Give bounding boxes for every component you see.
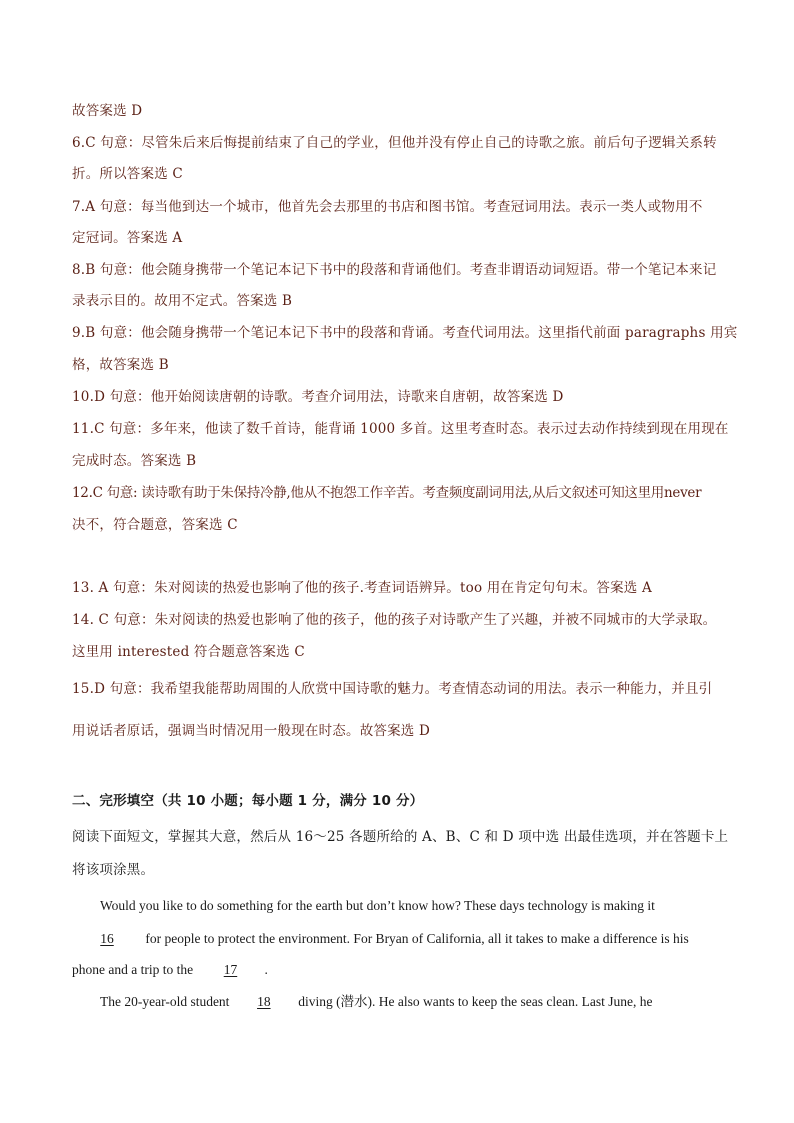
answer-14-line2: 这里用 interested 符合题意答案选 C [72,644,305,660]
answer-14-line1: 14. C 句意：朱对阅读的热爱也影响了他的孩子，他的孩子对诗歌产生了兴趣，并被不同城市的大学录取。 [72,612,717,628]
answer-9-line1: 9.B 句意：他会随身携带一个笔记本记下书中的段落和背诵。考查代词用法。这里指代前面 paragraphs 用宾 [72,325,738,341]
answer-6-line2: 折。所以答案选 C [72,166,183,182]
passage-line2 [72,929,724,949]
passage-line4 [100,992,720,1012]
passage-line3 [72,960,724,980]
answer-7-line2: 定冠词。答案选 A [72,230,183,246]
passage-line2-text: for people to protect the environment. For Bryan of California, all it takes to make a difference is his [142,931,689,946]
answer-15-line2: 用说话者原话，强调当时情况用一般现在时态。故答案选 D [72,723,431,739]
instructions-line2: 将该项涂黑。 [72,862,155,878]
answer-12-line2: 决不，符合题意，答案选 C [72,517,238,533]
blank-17[interactable]: 17 [223,962,238,977]
answer-7-line1: 7.A 句意：每当他到达一个城市，他首先会去那里的书店和图书馆。考查冠词用法。表示一类人或物用不 [72,199,703,215]
answer-9-line2: 格，故答案选 B [72,357,169,373]
answer-10: 10.D 句意：他开始阅读唐朝的诗歌。考查介词用法，诗歌来自唐朝，故答案选 D [72,389,564,405]
answer-11-line1: 11.C 句意：多年来，他读了数千首诗，能背诵 1000 多首。这里考查时态。表示过去动作持续到现在用现在 [72,421,729,437]
section-heading: 二、完形填空（共 10 小题；每小题 1 分，满分 10 分） [72,793,424,809]
answer-11-line2: 完成时态。答案选 B [72,453,197,469]
answer-15-line1: 15.D 句意：我希望我能帮助周围的人欣赏中国诗歌的魅力。考查情态动词的用法。表示一种能力，并且引 [72,681,713,697]
answer-line-prev: 故答案选 D [72,103,143,119]
blank-16[interactable]: 16 [100,931,114,946]
answer-12-line1: 12.C 句意: 读诗歌有助于朱保持冷静,他从不抱怨工作辛苦。考查频度副词用法,从后文叙述可知这里用never [72,485,702,501]
passage-line4-rest: diving (潜水). He also wants to keep the seas clean. Last June, he [294,994,653,1009]
answer-6-line1: 6.C 句意：尽管朱后来后悔提前结束了自己的学业，但他并没有停止自己的诗歌之旅。前后句子逻辑关系转 [72,135,717,151]
answer-13: 13. A 句意：朱对阅读的热爱也影响了他的孩子.考查词语辨异。too 用在肯定句句末。答案选 A [72,580,652,596]
answer-8-line1: 8.B 句意：他会随身携带一个笔记本记下书中的段落和背诵他们。考查非谓语动词短语。带一个笔记本来记 [72,262,717,278]
instructions-line1: 阅读下面短文，掌握其大意，然后从 16～25 各题所给的 A、B、C 和 D 项中选 出最佳选项，并在答题卡上 [72,829,729,845]
passage-line3-end: . [264,962,268,977]
answer-8-line2: 录表示目的。故用不定式。答案选 B [72,293,293,309]
blank-18[interactable]: 18 [257,994,271,1009]
passage-line3-start: phone and a trip to the [72,962,197,977]
passage-line4-start: The 20-year-old student [100,994,233,1009]
passage-line1: Would you like to do something for the earth but don’t know how? These days technology is making it [100,898,655,913]
